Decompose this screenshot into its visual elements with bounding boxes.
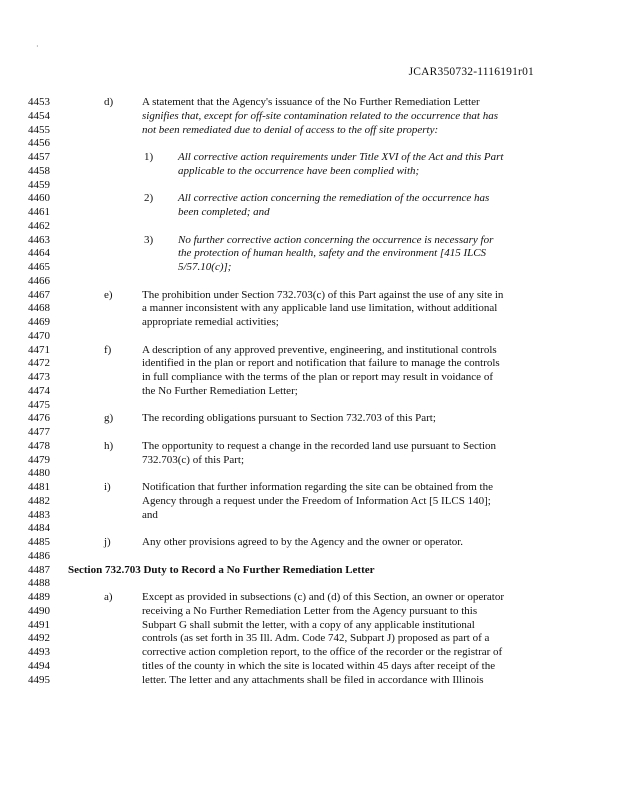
- line-number: 4468: [28, 302, 50, 315]
- subitem-text-line: the protection of human health, safety and the environment [415 ILCS: [178, 247, 487, 260]
- line-number: 4457: [28, 151, 50, 163]
- section-heading: Section 732.703 Duty to Record a No Further Remediation Letter: [68, 563, 375, 576]
- line-number: 4472: [28, 357, 50, 370]
- line-number: 4459: [28, 178, 50, 191]
- item-text-line: controls (as set forth in 35 Ill. Adm. Code 742, Subpart J) proposed as part of a: [142, 632, 490, 645]
- line-number: 4455: [28, 123, 50, 136]
- scan-mark: ·: [36, 42, 39, 51]
- line-number: 4458: [28, 164, 50, 177]
- item-text-line: identified in the plan or report and notification that failure to manage the controls: [142, 357, 500, 370]
- line-number: 4490: [28, 604, 50, 617]
- line-number-column: [28, 96, 68, 687]
- line-number: 4479: [28, 453, 50, 466]
- item-text-line: letter. The letter and any attachments shall be filed in accordance with Illinois: [142, 673, 484, 686]
- line-number: 4471: [28, 343, 50, 356]
- subitem-marker: 2): [144, 192, 154, 205]
- item-text-line: [142, 124, 548, 138]
- item-text-line: Except as provided in subsections (c) and (d) of this Section, an owner or operator: [142, 591, 504, 603]
- subitem-2: [68, 192, 548, 206]
- subitem-3: [68, 234, 548, 248]
- item-marker: e): [104, 288, 113, 301]
- line-number: 4474: [28, 384, 50, 397]
- subitem-1: [68, 151, 548, 165]
- line-number: 4462: [28, 219, 50, 232]
- line-number: 4461: [28, 206, 50, 218]
- item-i: [68, 481, 548, 495]
- item-marker: d): [104, 96, 114, 108]
- line-number: 4454: [28, 109, 50, 122]
- item-marker: h): [104, 439, 114, 452]
- line-number: 4489: [28, 591, 50, 603]
- line-number: 4481: [28, 481, 50, 493]
- item-j: [68, 536, 548, 550]
- subitem-text-line: All corrective action requirements under Title XVI of the Act and this Part: [178, 151, 504, 163]
- line-number: 4456: [28, 137, 50, 150]
- item-h: [68, 440, 548, 454]
- item-text-line: Notification that further information regarding the site can be obtained from the: [142, 481, 493, 493]
- item-a: [68, 591, 548, 605]
- line-number: 4469: [28, 316, 50, 328]
- item-marker: a): [104, 591, 113, 603]
- line-number: 4477: [28, 426, 50, 438]
- item-text-line: receiving a No Further Remediation Letter from the Agency pursuant to this: [142, 604, 478, 617]
- subitem-text-line: 5/57.10(c)];: [178, 261, 232, 273]
- document-id-header: JCAR350732-1116191r01: [408, 66, 534, 78]
- item-text-line: titles of the county in which the site is located within 45 days after receipt of the: [142, 659, 496, 672]
- item-marker: j): [104, 536, 111, 548]
- section-heading-row: [68, 564, 548, 578]
- item-d: [68, 96, 548, 110]
- line-number: 4491: [28, 618, 50, 631]
- item-text-line: The prohibition under Section 732.703(c) of this Part against the use of any site in: [142, 288, 504, 301]
- item-text-line: The recording obligations pursuant to Section 732.703 of this Part;: [142, 412, 436, 425]
- item-f: [68, 344, 548, 358]
- line-number: 4463: [28, 233, 50, 246]
- item-g: [68, 412, 548, 426]
- document-body: [68, 96, 548, 687]
- item-text-line: Any other provisions agreed to by the Agency and the owner or operator.: [142, 536, 464, 548]
- subitem-marker: 3): [144, 233, 154, 246]
- item-text-line: Agency through a request under the Freedom of Information Act [5 ILCS 140];: [142, 494, 491, 507]
- item-text-line: 732.703(c) of this Part;: [142, 453, 245, 466]
- subitem-text-line: been completed; and: [178, 206, 270, 218]
- item-text-line: and: [142, 508, 158, 521]
- item-text-line: in full compliance with the terms of the plan or report may result in voidance of: [142, 371, 493, 383]
- line-number: 4484: [28, 522, 50, 535]
- subitem-text-line: All corrective action concerning the remediation of the occurrence has: [178, 192, 490, 205]
- item-marker: f): [104, 343, 112, 356]
- line-number: 4494: [28, 659, 50, 672]
- line-number: 4483: [28, 508, 50, 521]
- line-number: 4485: [28, 536, 50, 548]
- item-marker: g): [104, 412, 114, 425]
- line-number: 4465: [28, 261, 50, 273]
- line-number: 4476: [28, 412, 50, 425]
- line-number: 4453: [28, 96, 50, 108]
- item-text-line: corrective action completion report, to the office of the recorder or the registrar of: [142, 646, 503, 658]
- line-number: 4488: [28, 577, 50, 590]
- line-number: 4470: [28, 329, 50, 342]
- line-number: 4492: [28, 632, 50, 645]
- item-e: [68, 289, 548, 303]
- subitem-text-line: No further corrective action concerning the occurrence is necessary for: [178, 233, 494, 246]
- item-text-line: [142, 110, 548, 124]
- line-number: 4473: [28, 371, 50, 383]
- line-number: 4475: [28, 398, 50, 411]
- item-text-line: a manner inconsistent with any applicable land use limitation, without additional: [142, 302, 498, 315]
- item-marker: i): [104, 481, 111, 493]
- line-number: 4482: [28, 494, 50, 507]
- line-number: 4466: [28, 274, 50, 287]
- line-number: 4495: [28, 673, 50, 686]
- line-number: 4467: [28, 288, 50, 301]
- line-number: 4464: [28, 247, 50, 260]
- item-text-line: The opportunity to request a change in the recorded land use pursuant to Section: [142, 439, 497, 452]
- item-text-line: A description of any approved preventive, engineering, and institutional controls: [142, 343, 497, 356]
- line-number: 4478: [28, 439, 50, 452]
- subitem-text-line: applicable to the occurrence have been complied with;: [178, 164, 420, 177]
- item-text-line: the No Further Remediation Letter;: [142, 384, 298, 397]
- subitem-marker: 1): [144, 151, 154, 163]
- line-number: 4460: [28, 192, 50, 205]
- line-number: 4493: [28, 646, 50, 658]
- item-text-line: A statement that the Agency's issuance of the No Further Remediation Letter: [142, 96, 480, 108]
- line-number: 4480: [28, 467, 50, 480]
- line-number: 4487: [28, 563, 50, 576]
- item-text-line: appropriate remedial activities;: [142, 316, 279, 328]
- item-text-line-italic: not been remediated due to denial of access to the off site property:: [142, 123, 439, 136]
- item-text-line: Subpart G shall submit the letter, with a copy of any applicable institutional: [142, 618, 475, 631]
- line-number: 4486: [28, 549, 50, 562]
- item-text-line-italic: signifies that, except for off-site contamination related to the occurrence that has: [142, 109, 499, 122]
